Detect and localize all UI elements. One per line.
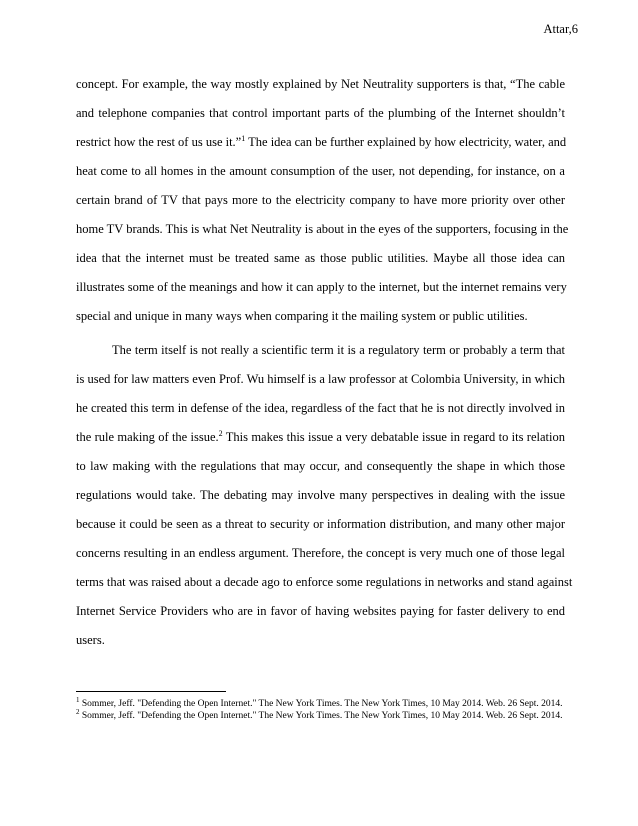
text-line: and telephone companies that control important parts of the plumbing of the Internet shouldn’t — [76, 106, 565, 120]
text-line: The term itself is not really a scientific term it is a regulatory term or probably a term that — [112, 343, 565, 357]
text-line: concept. For example, the way mostly explained by Net Neutrality supporters is that, “The cable — [76, 77, 565, 91]
text-line: illustrates some of the meanings and how it can apply to the internet, but the internet remains very — [76, 280, 567, 294]
text-run: the rule making of the issue. — [76, 430, 219, 444]
text-line: terms that was raised about a decade ago to enforce some regulations in networks and stand against — [76, 575, 573, 589]
text-line: idea that the internet must be treated same as those public utilities. Maybe all those idea can — [76, 251, 565, 265]
text-line: concerns resulting in an endless argument. Therefore, the concept is very much one of those legal — [76, 546, 565, 560]
text-line — [76, 423, 565, 452]
footnote-text: Sommer, Jeff. "Defending the Open Internet." The New York Times. The New York Times, 10 May 2014. Web. 26 Sept. 2014. — [79, 710, 563, 721]
footnote-marker: 2 — [76, 707, 80, 716]
footnote-separator — [76, 691, 226, 692]
text-line: is used for law matters even Prof. Wu himself is a law professor at Colombia University, in which — [76, 372, 565, 386]
footnotes — [76, 695, 565, 722]
running-head: Attar,6 — [543, 22, 578, 36]
paragraph-1 — [76, 70, 569, 331]
text-line: users. — [76, 633, 105, 647]
text-line: certain brand of TV that pays more to the electricity company to have more priority over other — [76, 193, 565, 207]
text-line: to law making with the regulations that may occur, and consequently the shape in which those — [76, 459, 565, 473]
text-line — [76, 128, 565, 157]
text-run: The idea can be further explained by how electricity, water, and — [245, 135, 567, 149]
text-run: This makes this issue a very debatable issue in regard to its relation — [222, 430, 565, 444]
text-line: he created this term in defense of the idea, regardless of the fact that he is not directly involved in — [76, 401, 565, 415]
body-text — [76, 70, 573, 655]
text-line: regulations would take. The debating may involve many perspectives in dealing with the issue — [76, 488, 565, 502]
footnote-text: Sommer, Jeff. "Defending the Open Internet." The New York Times. The New York Times, 10 May 2014. Web. 26 Sept. 2014. — [79, 699, 563, 709]
text-line: special and unique in many ways when comparing it the mailing system or public utilities. — [76, 309, 528, 323]
footnote-ref-1: 1 — [241, 133, 246, 143]
text-run: restrict how the rest of us use it.” — [76, 135, 242, 149]
footnote-2 — [76, 707, 565, 723]
text-line: because it could be seen as a threat to security or information distribution, and many other major — [76, 517, 565, 531]
footnote-marker: 1 — [76, 695, 80, 704]
footnote-ref-2: 2 — [218, 428, 223, 438]
text-line: home TV brands. This is what Net Neutrality is about in the eyes of the supporters, focusing in the — [76, 222, 569, 236]
text-line: Internet Service Providers who are in favor of having websites paying for faster delivery to end — [76, 604, 565, 618]
paragraph-2 — [76, 336, 573, 655]
text-line: heat come to all homes in the amount consumption of the user, not depending, for instance, on a — [76, 164, 565, 178]
footnote-1 — [76, 695, 565, 711]
